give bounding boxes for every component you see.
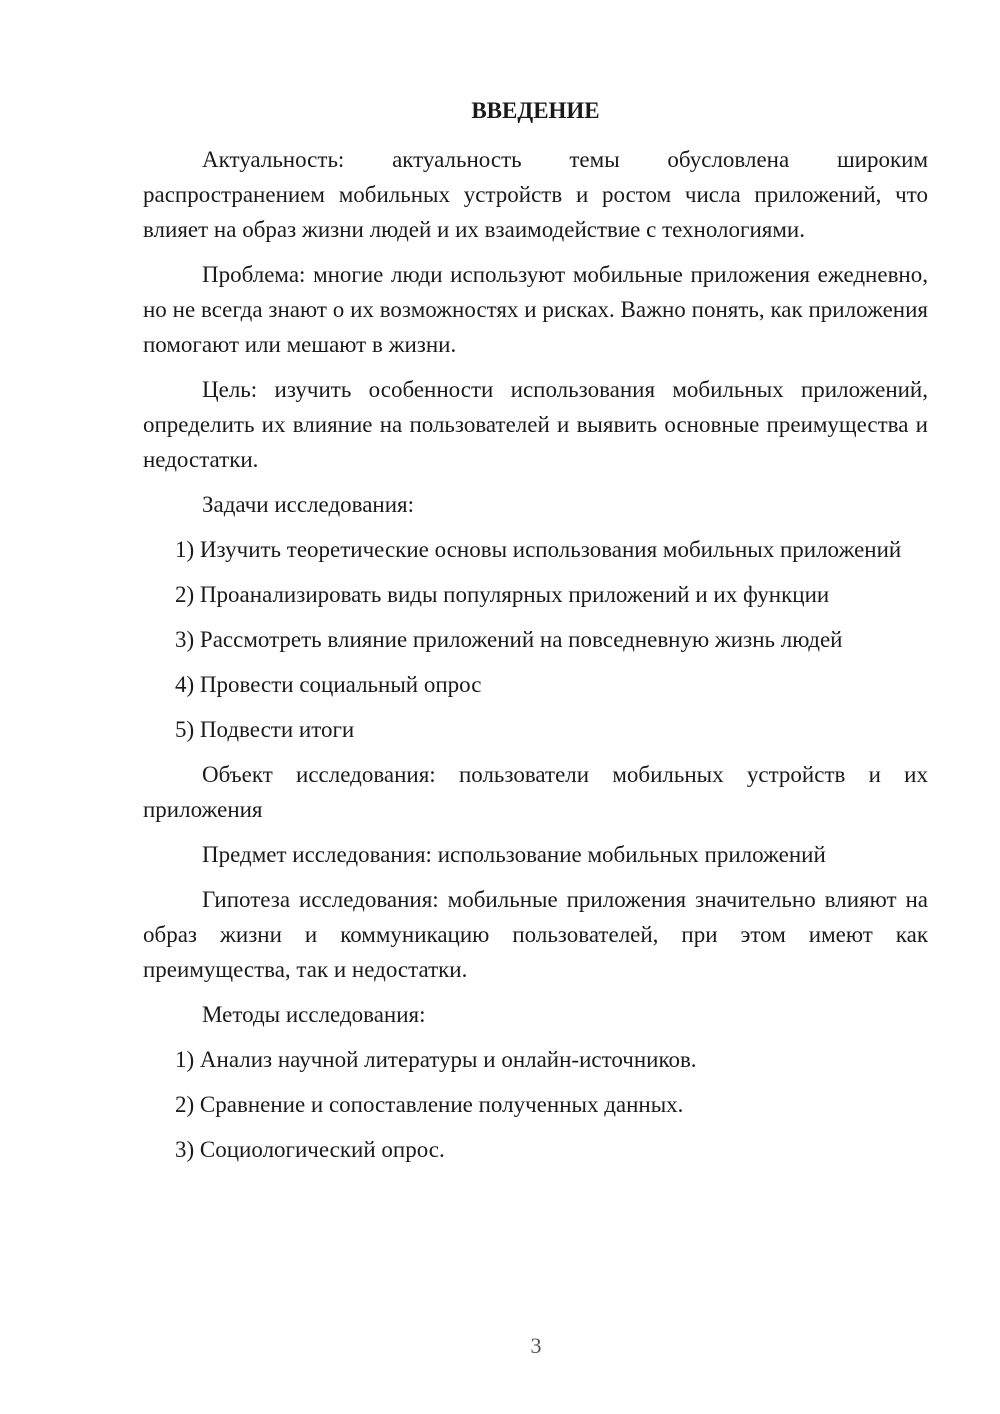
subject-paragraph: Предмет исследования: использование мобильных приложений — [202, 842, 826, 867]
relevance-paragraph: Актуальность: актуальность темы обусловлена широким распространением мобильных устройств и ростом числа приложений, что влияет на образ жизни людей и их взаимодействие с технологиями. — [143, 147, 928, 242]
tasks-heading: Задачи исследования: — [202, 492, 415, 517]
tasks-list — [143, 532, 928, 747]
methods-heading: Методы исследования: — [202, 1002, 426, 1027]
section-title: ВВЕДЕНИЕ — [471, 98, 600, 123]
page-content — [143, 96, 928, 1177]
object-paragraph: Объект исследования: пользователи мобильных устройств и их приложения — [143, 762, 928, 822]
hypothesis-paragraph: Гипотеза исследования: мобильные приложения значительно влияют на образ жизни и коммуникацию пользователей, при этом имеют как преимущества, так и недостатки. — [143, 887, 928, 982]
list-item: 3) Социологический опрос. — [175, 1137, 445, 1162]
list-item: 2) Проанализировать виды популярных приложений и их функции — [175, 582, 830, 607]
methods-list — [143, 1042, 928, 1167]
list-item: 4) Провести социальный опрос — [175, 672, 482, 697]
goal-paragraph: Цель: изучить особенности использования мобильных приложений, определить их влияние на пользователей и выявить основные преимущества и недостатки. — [143, 377, 928, 472]
page-number: 3 — [530, 1333, 542, 1358]
problem-paragraph: Проблема: многие люди используют мобильные приложения ежедневно, но не всегда знают о их возможностях и рисках. Важно понять, как приложения помогают или мешают в жизни. — [143, 262, 928, 357]
list-item: 1) Изучить теоретические основы использования мобильных приложений — [175, 537, 902, 562]
list-item: 1) Анализ научной литературы и онлайн-источников. — [175, 1047, 697, 1072]
list-item: 5) Подвести итоги — [175, 717, 355, 742]
list-item: 3) Рассмотреть влияние приложений на повседневную жизнь людей — [175, 627, 843, 652]
list-item: 2) Сравнение и сопоставление полученных данных. — [175, 1092, 684, 1117]
